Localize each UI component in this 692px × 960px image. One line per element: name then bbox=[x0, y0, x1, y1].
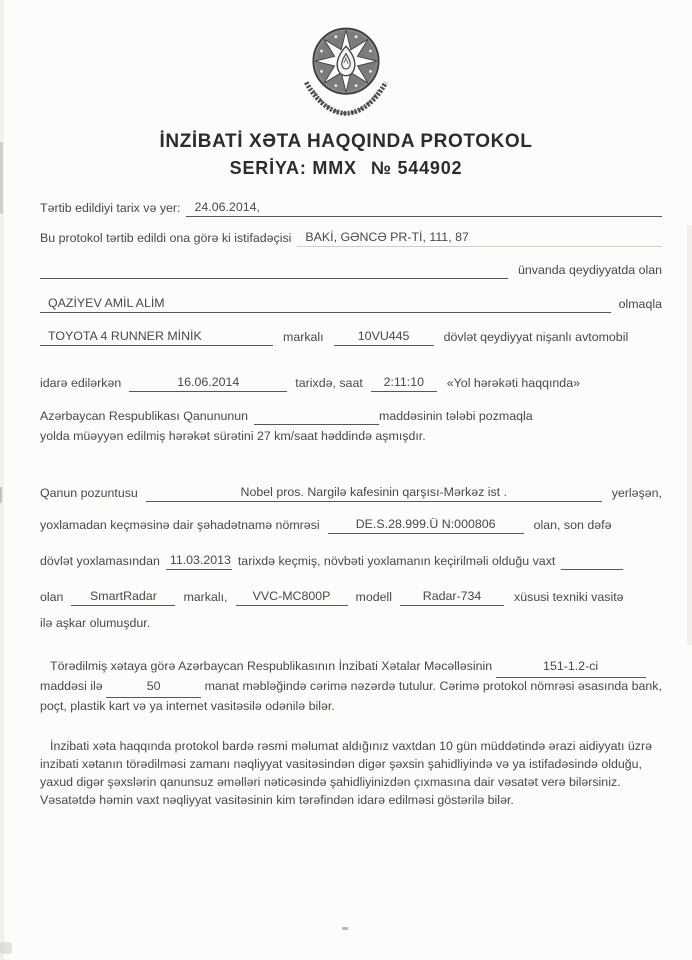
device-end-text bbox=[40, 616, 662, 632]
violation-label: Qanun pozuntusu bbox=[40, 486, 138, 500]
field-user bbox=[40, 230, 662, 247]
device-end-label: ilə aşkar olumuşdur. bbox=[40, 616, 151, 630]
penalty-amount-value: 50 bbox=[106, 678, 201, 698]
speed-text-label: yolda müəyyən edilmiş hərəkət sürətini 27 km/saat həddində aşmışdır. bbox=[40, 429, 426, 443]
driving-time-value: 2:11:10 bbox=[371, 375, 437, 392]
vehicle-make-value: TOYOTA 4 RUNNER MİNİK bbox=[40, 329, 273, 346]
scan-artifact bbox=[0, 487, 2, 503]
next-inspection-blank bbox=[561, 553, 623, 570]
speed-violation-text bbox=[40, 429, 662, 445]
address-suffix-label: ünvanda qeydiyyatda olan bbox=[518, 263, 662, 277]
field-date-place bbox=[40, 200, 662, 217]
person-name-value: QAZİYEV AMİL ALİM bbox=[40, 296, 611, 313]
inspection-date-value: 11.03.2013 bbox=[166, 553, 232, 570]
scan-artifact bbox=[0, 142, 3, 214]
device-brand-value: SmartRadar bbox=[71, 589, 175, 606]
device-marka-label: markalı, bbox=[183, 590, 228, 604]
penalty-article-value: 151-1.2-ci bbox=[496, 658, 646, 678]
device-modell-label: modell bbox=[355, 590, 393, 604]
device-model2-value: Radar-734 bbox=[400, 589, 504, 606]
penalty-text-1: Törədilmiş xətaya görə Azərbaycan Respublikasının İnzibati Xətalar Məcəlləsinin bbox=[50, 659, 493, 673]
certificate-suffix-label: olan, son dəfə bbox=[533, 518, 612, 532]
azerbaijan-state-emblem-icon bbox=[293, 20, 399, 120]
series-label: SERİYA: MMX bbox=[229, 158, 357, 178]
driving-time-label: tarixdə, saat bbox=[295, 376, 363, 390]
field-person bbox=[40, 296, 662, 313]
vehicle-suffix-label: dövlət qeydiyyat nişanlı avtomobil bbox=[443, 330, 629, 344]
driving-label: idarə edilərkən bbox=[40, 376, 122, 390]
device-olan-label: olan bbox=[40, 590, 64, 604]
scan-artifact bbox=[0, 942, 12, 954]
emblem-container bbox=[0, 0, 692, 125]
penalty-paragraph bbox=[40, 658, 662, 716]
user-address-value: BAKİ, GƏNCƏ PR-Tİ, 111, 87 bbox=[297, 230, 662, 247]
traffic-law-quote-label: «Yol hərəkəti haqqında» bbox=[446, 376, 580, 390]
date-place-value: 24.06.2014, bbox=[186, 200, 662, 217]
inspection-label: dövlət yoxlamasından bbox=[40, 554, 160, 568]
inspection-suffix-label: tarixdə keçmiş, növbəti yoxlamanın keçirilməli olduğu vaxt bbox=[237, 554, 556, 568]
vehicle-plate-value: 10VU445 bbox=[334, 329, 434, 346]
field-violation-place bbox=[40, 485, 662, 502]
vehicle-marka-label: markalı bbox=[283, 330, 324, 344]
violation-suffix-label: yerləşən, bbox=[611, 486, 662, 500]
violation-place-value: Nobel pros. Nargilə kafesinin qarşısı-Mərkəz ist . bbox=[146, 485, 602, 502]
person-suffix-label: olmaqla bbox=[618, 297, 662, 311]
certificate-number-value: DE.S.28.999.Ü N:000806 bbox=[328, 517, 524, 534]
notice-paragraph: İnzibati xəta haqqında protokol bardə rəsmi məlumat aldığınız vaxtdan 10 gün müddətində ərazi aidiyyatı üzrə inzibati xətanın törədilməsi zamanı nəqliyyat vasitəsindən digər şəxsin şahidliyində və ya istifadəsində olduğu, yaxud digər şəxslərin qanunsuz əməlləri nəticəsində şahidliyinizdən çıxmasına dair vəsatət verə bilərsiniz. Vəsatətdə həmin vaxt nəqliyyat vasitəsinin kim tərəfindən idarə edilməsi göstərilə bilər. bbox=[40, 738, 652, 807]
protocol-number: № 544902 bbox=[370, 158, 463, 178]
penalty-text-2: maddəsi ilə bbox=[40, 678, 103, 693]
penalty-text-3: manat məbləğində cərimə nəzərdə tutulur. Cərimə protokol nömrəsi əsasında bank, poçt, plastik kart və ya internet vasitəsilə odənilə bilər. bbox=[40, 678, 662, 713]
law-suffix-label: maddəsinin tələbi pozmaqla bbox=[379, 409, 533, 423]
device-suffix-label: xüsusi texniki vasitə bbox=[514, 590, 624, 604]
device-model-value: VVC-MC800P bbox=[236, 589, 348, 606]
document-series-line bbox=[0, 158, 692, 179]
scan-edge-artifact bbox=[687, 225, 692, 645]
document-title: İNZİBATİ XƏTA HAQQINDA PROTOKOL bbox=[159, 131, 533, 152]
field-device bbox=[40, 589, 662, 606]
law-article-blank bbox=[254, 408, 379, 425]
law-label: Azərbaycan Respublikası Qanununun bbox=[40, 409, 249, 423]
field-driving bbox=[40, 375, 662, 392]
field-address-line bbox=[40, 262, 662, 279]
driving-date-value: 16.06.2014 bbox=[129, 375, 287, 392]
field-certificate bbox=[40, 517, 662, 534]
address-blank bbox=[40, 262, 508, 279]
scan-artifact bbox=[342, 927, 348, 930]
user-label: Bu protokol tərtib edildi ona görə ki istifadəçisi bbox=[40, 231, 292, 245]
date-place-label: Tərtib edildiyi tarix və yer: bbox=[40, 201, 181, 215]
field-vehicle bbox=[40, 329, 662, 346]
field-law-article bbox=[40, 408, 662, 425]
form-body bbox=[0, 200, 692, 810]
field-inspection bbox=[40, 553, 662, 570]
certificate-label: yoxlamadan keçməsinə dair şəhadətnamə nömrəsi bbox=[40, 518, 320, 532]
